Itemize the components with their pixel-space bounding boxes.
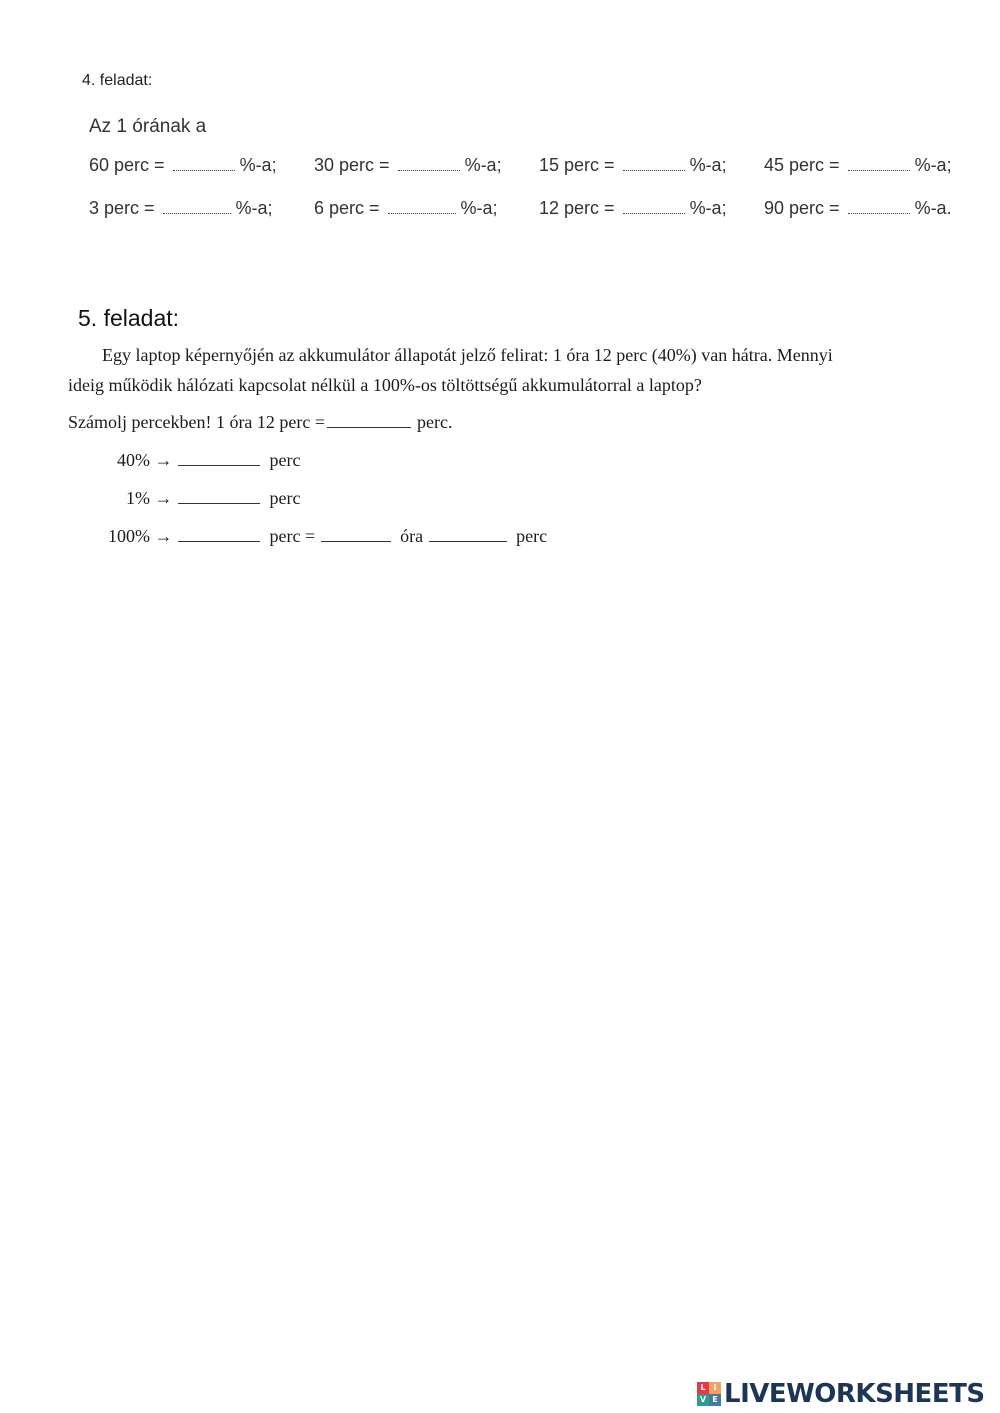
answer-blank[interactable] (388, 200, 456, 214)
task4-intro: Az 1 órának a (89, 116, 207, 137)
task5-calc-line (68, 412, 453, 433)
percent-item-label: 6 perc = (314, 198, 380, 218)
calc-row-unit: perc = (269, 526, 316, 546)
answer-blank[interactable] (848, 157, 910, 171)
answer-blank-minutes[interactable] (429, 527, 507, 542)
arrow-icon: → (154, 450, 173, 470)
calc-prefix: Számolj percekben! 1 óra 12 perc = (68, 412, 326, 432)
calc-row-1 (102, 488, 300, 509)
calc-row-percent: 1% (126, 488, 150, 508)
percent-item (764, 198, 952, 219)
percent-item (764, 155, 952, 176)
task4-heading: 4. feladat: (82, 72, 153, 89)
percent-item-label: 3 perc = (89, 198, 155, 218)
percent-item (539, 198, 727, 219)
percent-item-label: 45 perc = (764, 155, 840, 175)
calc-row-unit: perc (269, 488, 301, 508)
calc-row-min-unit: perc (516, 526, 548, 546)
answer-blank[interactable] (178, 451, 260, 466)
answer-blank[interactable] (327, 413, 411, 428)
percent-item (89, 155, 277, 176)
answer-blank[interactable] (178, 527, 260, 542)
percent-item-suffix: %-a. (914, 198, 952, 218)
percent-item (314, 198, 498, 219)
liveworksheets-logo[interactable] (697, 1378, 985, 1410)
percent-item (89, 198, 273, 219)
percent-item-suffix: %-a; (460, 198, 498, 218)
percent-item-label: 90 perc = (764, 198, 840, 218)
task5-text-line-1: Egy laptop képernyőjén az akkumulátor állapotát jelző felirat: 1 óra 12 perc (40%) van hátra. Mennyi (102, 345, 833, 365)
calc-row-percent: 100% (108, 526, 150, 546)
answer-blank[interactable] (623, 200, 685, 214)
answer-blank[interactable] (398, 157, 460, 171)
calc-row-percent: 40% (117, 450, 150, 470)
percent-item-suffix: %-a; (914, 155, 952, 175)
task5-text-line-2: ideig működik hálózati kapcsolat nélkül a 100%-os töltöttségű akkumulátorral a laptop? (68, 375, 702, 395)
percent-item-suffix: %-a; (464, 155, 502, 175)
percent-item-label: 30 perc = (314, 155, 390, 175)
percent-item-suffix: %-a; (689, 198, 727, 218)
logo-grid-icon: L I V E (697, 1382, 721, 1406)
answer-blank[interactable] (173, 157, 235, 171)
task5-heading: 5. feladat: (78, 305, 180, 331)
logo-text: LIVEWORKSHEETS (724, 1379, 985, 1409)
percent-item-suffix: %-a; (239, 155, 277, 175)
answer-blank[interactable] (623, 157, 685, 171)
answer-blank[interactable] (178, 489, 260, 504)
percent-item-label: 12 perc = (539, 198, 615, 218)
calc-row-hour-unit: óra (400, 526, 424, 546)
percent-item (539, 155, 727, 176)
percent-item-label: 15 perc = (539, 155, 615, 175)
calc-row-100 (102, 526, 547, 547)
percent-item-suffix: %-a; (235, 198, 273, 218)
calc-row-unit: perc (269, 450, 301, 470)
calc-suffix: perc. (417, 412, 453, 432)
arrow-icon: → (154, 526, 173, 546)
arrow-icon: → (154, 488, 173, 508)
percent-item (314, 155, 502, 176)
percent-item-label: 60 perc = (89, 155, 165, 175)
calc-row-40 (102, 450, 300, 471)
answer-blank-hours[interactable] (321, 527, 391, 542)
percent-item-suffix: %-a; (689, 155, 727, 175)
answer-blank[interactable] (848, 200, 910, 214)
answer-blank[interactable] (163, 200, 231, 214)
